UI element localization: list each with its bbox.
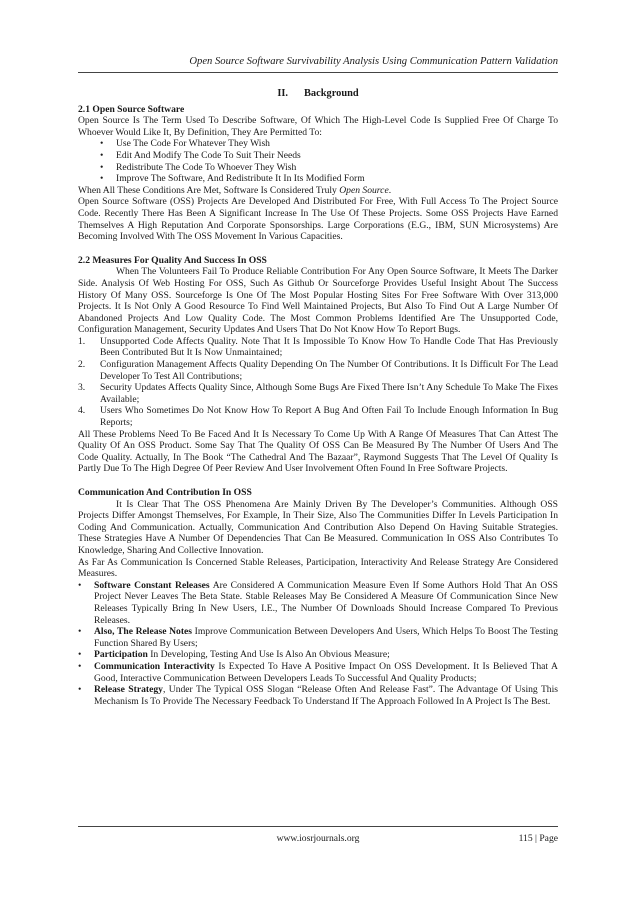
heading-measures-quality: 2.2 Measures For Quality And Success In OSS [78, 254, 267, 266]
bullet-icon: • [100, 161, 104, 173]
list-item: • Use The Code For Whatever They Wish [100, 138, 270, 150]
list-item: • Communication Interactivity Is Expected To Have A Positive Impact On OSS Development. It Is Believed That A Good, Interactive Communication Between Developers Leads To Successful And Quality Products; [78, 660, 558, 684]
list-item: 4. Users Who Sometimes Do Not Know How To Report A Bug And Often Fail To Include Enough Information In Bug Reports; [78, 405, 558, 429]
page-number: 115 | Page [518, 833, 558, 844]
s21-conditions-sentence: When All These Conditions Are Met, Software Is Considered Truly Open Source. [78, 184, 392, 196]
s22-paragraph-1: When The Volunteers Fail To Produce Reliable Contribution For Any Open Source Software, It Meets The Darker Side. Analysis Of Web Hosting For OSS, Such As Github Or Sourceforge Provides Useful Insight About The Success History Of Many OSS. Sourceforge Is One Of The Most Popular Hosting Sites For Free Software With Over 313,000 Projects. It Is Not Only A Good Resource To Find Well Maintained Projects, But Also To Find Out A Large Number Of Abandoned Projects And Low Quality Code. The Most Common Problems Identified Are The Unsupported Code, Configuration Management, Security Updates And Users That Do Not Know How To Report Bugs. [78, 266, 558, 336]
footer-website: www.iosrjournals.org [276, 833, 360, 844]
s23-bullet-list [78, 580, 558, 708]
page-content [78, 88, 558, 707]
section-number: II. [277, 88, 288, 99]
list-item: 1. Unsupported Code Affects Quality. Note That It Is Impossible To Know How To Handle Code That Has Previously Been Contributed But It Is Now Unmaintained; [78, 335, 558, 359]
heading-open-source-software: 2.1 Open Source Software [78, 103, 185, 115]
list-item: • Also, The Release Notes Improve Communication Between Developers And Users, Which Helps To Boost The Testing Function Shared By Users; [78, 626, 558, 649]
s22-paragraph-2: All These Problems Need To Be Faced And It Is Necessary To Come Up With A Range Of Measures That Can Attest The Quality Of An OSS Product. Some Say That The Quality Of OSS Can Be Measured By The Number Of Users And The Code Quality. Actually, In The Book “The Cathedral And The Bazaar”, Raymond Suggests That The Level Of Quality Is Partly Due To The High Degree Of Peer Review And User Involvement Often Found In Free Software Projects. [78, 428, 558, 475]
list-item: • Software Constant Releases Are Considered A Communication Measure Even If Some Authors Hold That An OSS Project Never Leaves The Beta State. Stable Releases May Be Considered A Measure Of Communication Since New Releases Typically Bring In New Users, I.E., The Number Of Downloads Should Increase Compared To Previous Releases. [78, 579, 558, 626]
bullet-icon: • [78, 684, 82, 696]
running-header: Open Source Software Survivability Analysis Using Communication Pattern Validation [78, 56, 558, 73]
list-item: 3. Security Updates Affects Quality Since, Although Some Bugs Are Fixed There Isn’t Any Schedule To Make The Fixes Available; [78, 382, 558, 405]
section-name: Background [304, 88, 359, 99]
open-source-term: Open Source [339, 184, 389, 196]
s21-bullet-list [78, 138, 558, 184]
s22-numbered-list [78, 336, 558, 429]
list-item: • Participation In Developing, Testing And Use Is Also An Obvious Measure; [78, 649, 390, 661]
s23-paragraph-2: As Far As Communication Is Concerned Stable Releases, Participation, Interactivity And Release Strategy Are Considered Measures. [78, 556, 558, 580]
s21-intro: Open Source Is The Term Used To Describe Software, Of Which The High-Level Code Is Supplied Free Of Charge To Whoever Would Like It, By Definition, They Are Permitted To: [78, 115, 558, 138]
bullet-icon: • [78, 649, 82, 661]
heading-communication-contribution: Communication And Contribution In OSS [78, 487, 252, 498]
list-item: • Improve The Software, And Redistribute It In Its Modified Form [100, 173, 365, 185]
bullet-icon: • [100, 173, 104, 185]
bullet-icon: • [100, 138, 104, 150]
s23-paragraph-1: It Is Clear That The OSS Phenomena Are Mainly Driven By The Developer’s Communities. Although OSS Projects Differ Amongst Themselves, For Example, In Their Size, Also The Communities Differ In Levels Participation In Coding And Communication. Actually, Communication And Contribution Also Depend On Having Suitable Strategies. These Strategies Have A Number Of Dependencies That Can Be Measured. Communication In OSS Also Contributes To Knowledge, Sharing And Collective Innovation. [78, 498, 558, 556]
list-item: • Edit And Modify The Code To Suit Their Needs [100, 149, 301, 161]
list-item: • Release Strategy, Under The Typical OSS Slogan “Release Often And Release Fast”. The Advantage Of Using This Mechanism Is To Provide The Necessary Feedback To Understand If The Approach Followed In A Project Is The Best. [78, 684, 558, 707]
bullet-icon: • [100, 149, 104, 161]
bullet-icon: • [78, 579, 82, 591]
bullet-icon: • [78, 660, 82, 672]
page-footer [78, 826, 558, 844]
section-title [78, 88, 558, 100]
bullet-icon: • [78, 626, 82, 638]
list-item: • Redistribute The Code To Whoever They Wish [100, 161, 297, 173]
list-item: 2. Configuration Management Affects Quality Depending On The Number Of Contributions. It Is Difficult For The Lead Developer To Test All Contributions; [78, 359, 558, 382]
s21-paragraph-2: Open Source Software (OSS) Projects Are Developed And Distributed For Free, With Full Access To The Project Source Code. Recently There Has Been A Significant Increase In The Use Of These Projects. Some OSS Projects Have Earned Themselves A High Reputation And Corporate Sponsorships. Large Corporations (E.G., IBM, SUN Microsystems) Are Becoming Involved With The OSS Movement In Various Capacities. [78, 196, 558, 243]
